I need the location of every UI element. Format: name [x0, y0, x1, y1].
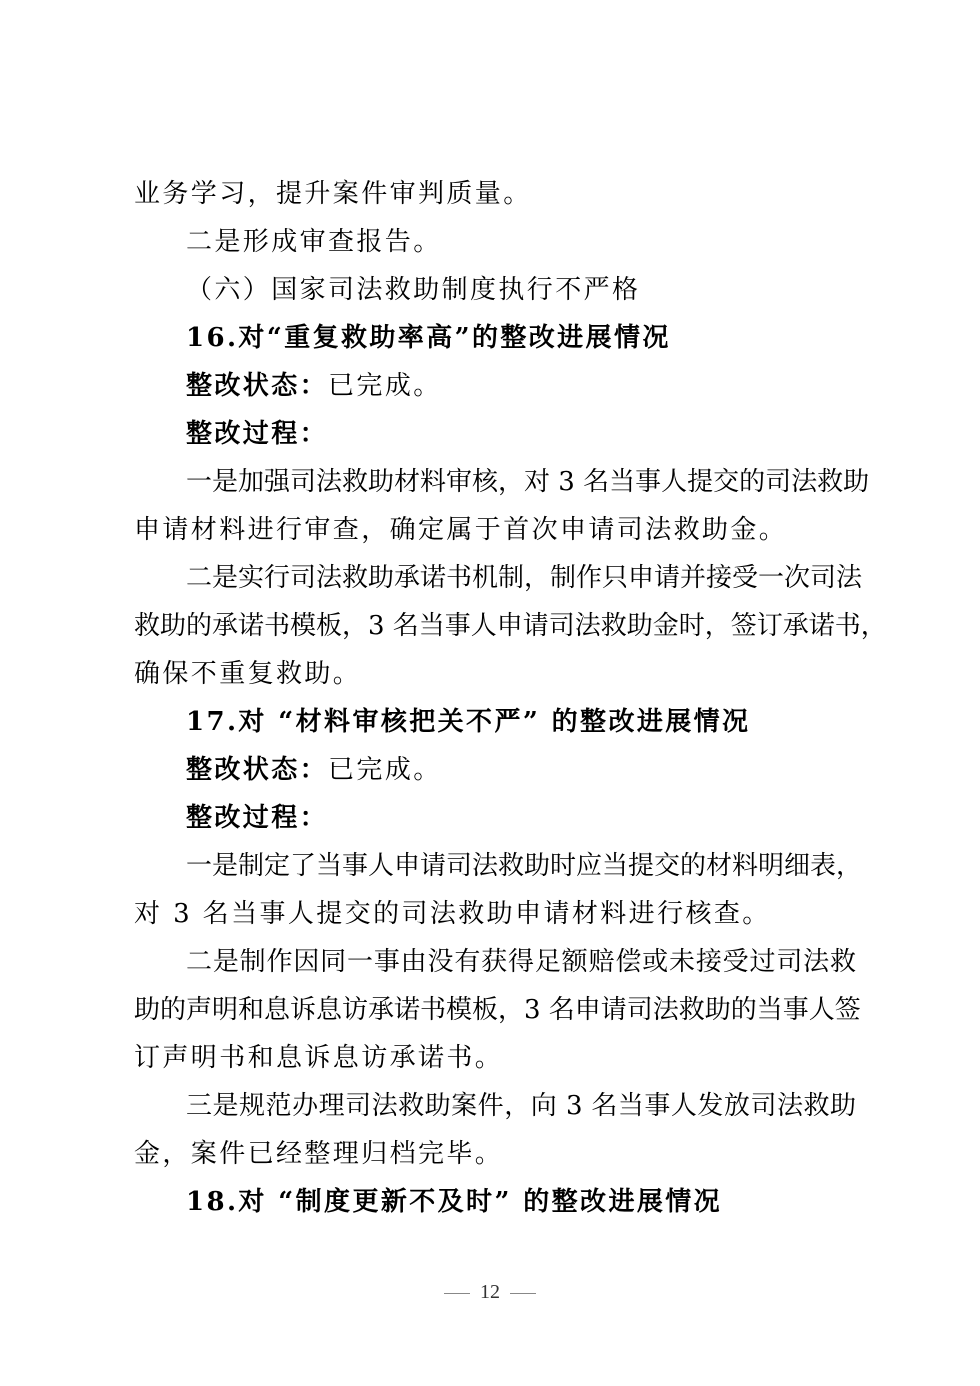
- paragraph-line: 申请材料进行审查，确定属于首次申请司法救助金。: [134, 515, 788, 545]
- item-16-status: [186, 370, 856, 402]
- paragraph-line: 业务学习，提升案件审判质量。: [134, 179, 532, 209]
- paragraph-line: 二是形成审查报告。: [186, 227, 442, 257]
- paragraph-line: 救助的承诺书模板，3 名当事人申请司法救助金时，签订承诺书，: [134, 611, 887, 641]
- footer-dash-right: [510, 1293, 536, 1294]
- status-label: 整改状态：: [186, 755, 329, 785]
- item-16-title: 16.对“重复救助率高”的整改进展情况: [186, 323, 671, 353]
- item-16-process-label: 整改过程：: [186, 419, 329, 449]
- page-number: 12: [480, 1281, 500, 1303]
- paragraph-line: 二是实行司法救助承诺书机制，制作只申请并接受一次司法: [186, 563, 863, 593]
- paragraph-line: 确保不重复救助。: [134, 659, 362, 689]
- paragraph-line: 一是加强司法救助材料审核，对 3 名当事人提交的司法救助: [186, 467, 870, 497]
- page-footer: [0, 1278, 980, 1306]
- status-label: 整改状态：: [186, 371, 329, 401]
- paragraph-line: 对 3 名当事人提交的司法救助申请材料进行核查。: [134, 899, 771, 929]
- paragraph-line: 一是制定了当事人申请司法救助时应当提交的材料明细表，: [186, 851, 863, 881]
- item-17-status: [186, 754, 856, 786]
- paragraph-line: 助的声明和息诉息访承诺书模板，3 名申请司法救助的当事人签: [134, 995, 861, 1025]
- paragraph-line: 订声明书和息诉息访承诺书。: [134, 1043, 504, 1073]
- status-value: 已完成。: [328, 371, 442, 401]
- paragraph-line: 金，案件已经整理归档完毕。: [134, 1139, 504, 1169]
- item-18-title: 18.对 “制度更新不及时” 的整改进展情况: [186, 1187, 723, 1217]
- footer-dash-left: [444, 1293, 470, 1294]
- paragraph-line: 二是制作因同一事由没有获得足额赔偿或未接受过司法救: [186, 947, 856, 977]
- item-17-process-label: 整改过程：: [186, 803, 329, 833]
- item-17-title: 17.对 “材料审核把关不严” 的整改进展情况: [186, 707, 751, 737]
- section-heading: （六）国家司法救助制度执行不严格: [186, 275, 641, 305]
- status-value: 已完成。: [328, 755, 442, 785]
- paragraph-line: 三是规范办理司法救助案件，向 3 名当事人发放司法救助: [186, 1091, 856, 1121]
